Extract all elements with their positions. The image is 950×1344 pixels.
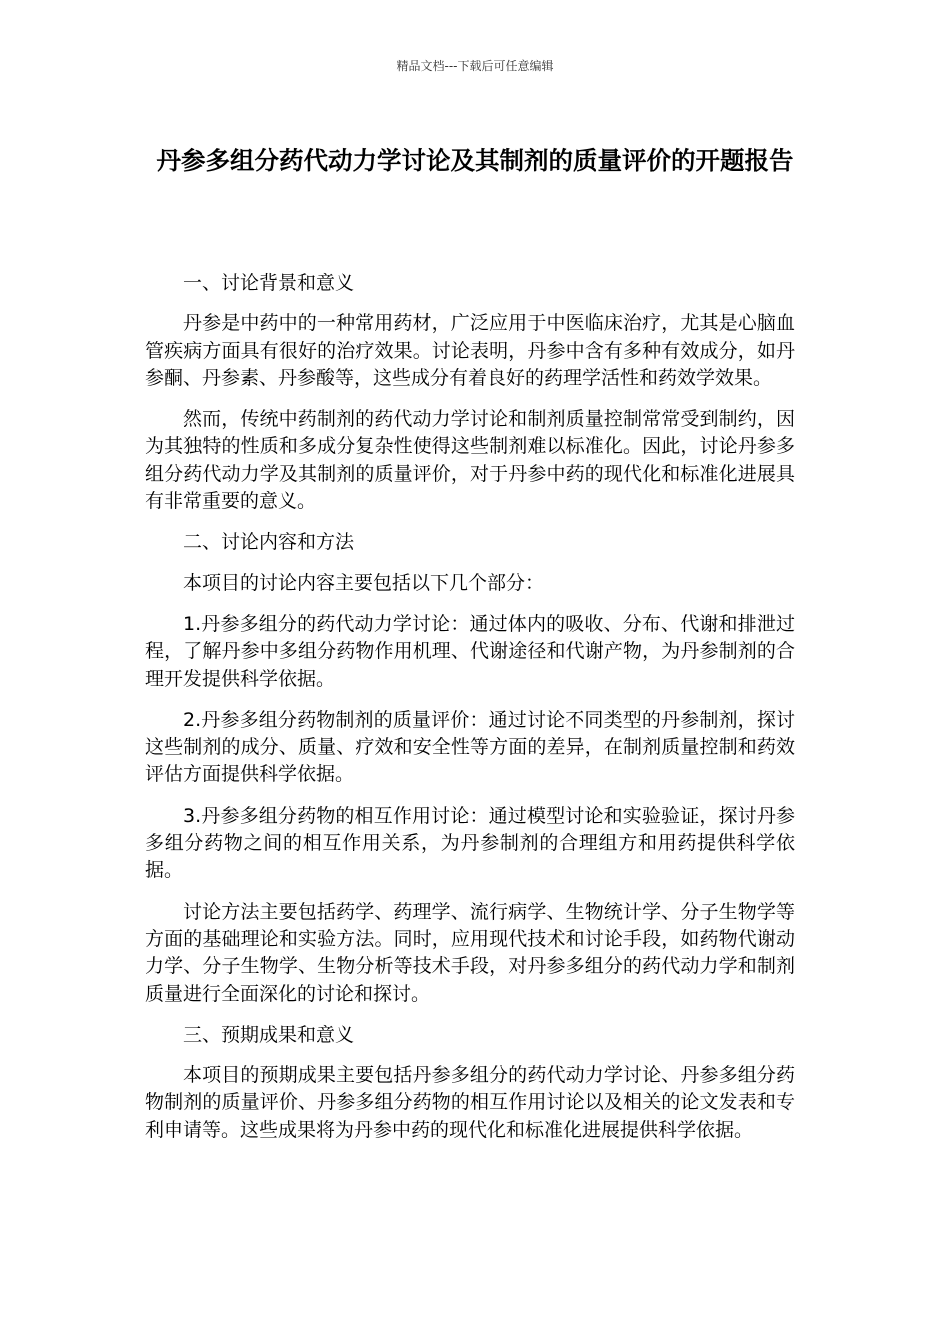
paragraph-background-1: 丹参是中药中的一种常用药材，广泛应用于中医临床治疗，尤其是心脑血管疾病方面具有很好的治疗效果。讨论表明，丹参中含有多种有效成分，如丹参酮、丹参素、丹参酸等，这些成分有着良好的药理学活性和药效学效果。 xyxy=(145,312,795,389)
document-title: 丹参多组分药代动力学讨论及其制剂的质量评价的开题报告 xyxy=(156,146,794,175)
section-heading-background: 一、讨论背景和意义 xyxy=(183,272,355,294)
list-item-pharmacokinetics: 1.丹参多组分的药代动力学讨论：通过体内的吸收、分布、代谢和排泄过程，了解丹参中多组分药物作用机理、代谢途径和代谢产物，为丹参制剂的合理开发提供科学依据。 xyxy=(145,612,795,690)
header-note: 精品文档---下载后可任意编辑 xyxy=(396,59,554,73)
list-item-interaction: 3.丹参多组分药物的相互作用讨论：通过模型讨论和实验验证，探讨丹参多组分药物之间的相互作用关系，为丹参制剂的合理组方和用药提供科学依据。 xyxy=(145,804,795,882)
paragraph-expected-results: 本项目的预期成果主要包括丹参多组分的药代动力学讨论、丹参多组分药物制剂的质量评价、丹参多组分药物的相互作用讨论以及相关的论文发表和专利申请等。这些成果将为丹参中药的现代化和标准化进展提供科学依据。 xyxy=(145,1064,795,1141)
paragraph-methods: 讨论方法主要包括药学、药理学、流行病学、生物统计学、分子生物学等方面的基础理论和实验方法。同时，应用现代技术和讨论手段，如药物代谢动力学、分子生物学、生物分析等技术手段，对丹参多组分的药代动力学和制剂质量进行全面深化的讨论和探讨。 xyxy=(145,900,795,1005)
paragraph-background-2: 然而，传统中药制剂的药代动力学讨论和制剂质量控制常常受到制约，因为其独特的性质和多成分复杂性使得这些制剂难以标准化。因此，讨论丹参多组分药代动力学及其制剂的质量评价，对于丹参中药的现代化和标准化进展具有非常重要的意义。 xyxy=(145,408,795,513)
document-body xyxy=(145,270,795,1158)
section-heading-content-methods: 二、讨论内容和方法 xyxy=(183,531,355,554)
paragraph-content-intro: 本项目的讨论内容主要包括以下几个部分： xyxy=(183,571,545,594)
section-heading-expected-results: 三、预期成果和意义 xyxy=(183,1023,355,1046)
list-item-quality-evaluation: 2.丹参多组分药物制剂的质量评价：通过讨论不同类型的丹参制剂，探讨这些制剂的成分、质量、疗效和安全性等方面的差异，在制剂质量控制和药效评估方面提供科学依据。 xyxy=(145,708,795,786)
